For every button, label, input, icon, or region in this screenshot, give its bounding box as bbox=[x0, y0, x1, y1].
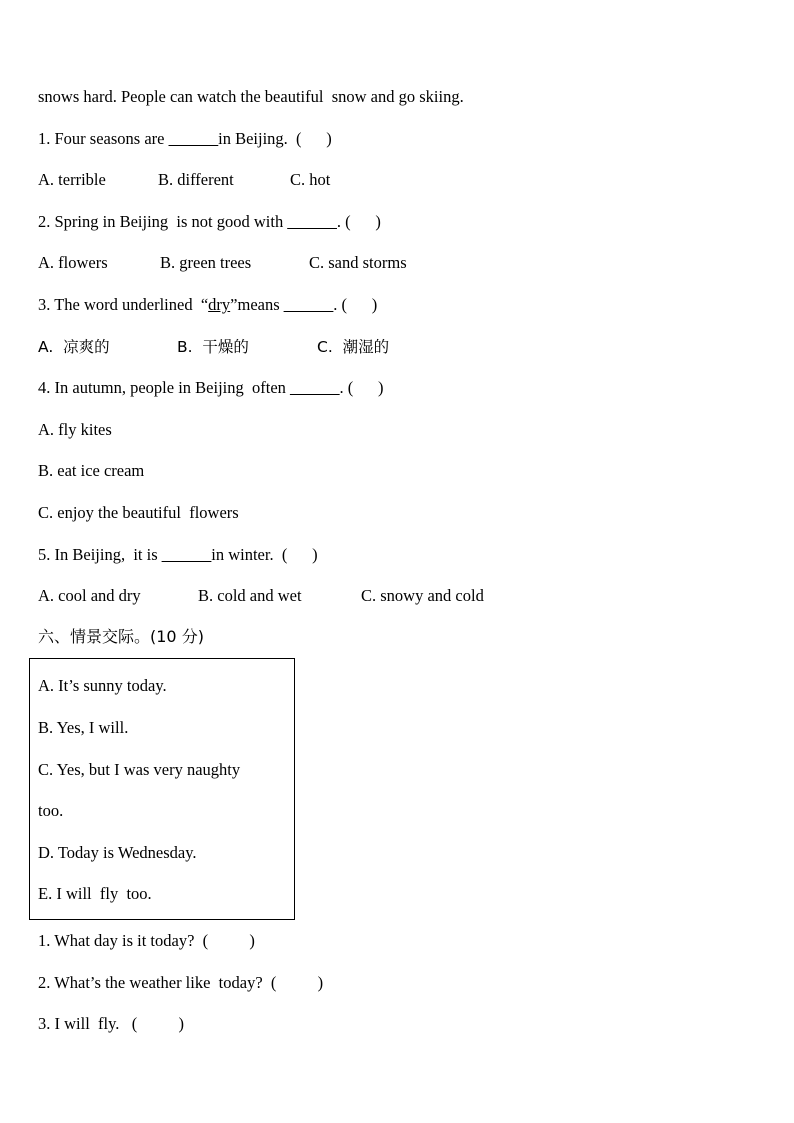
question-stem: 2. Spring in Beijing is not good with bbox=[38, 212, 288, 231]
q5-option-a: A. cool and dry bbox=[38, 586, 141, 605]
q1-option-c: C. hot bbox=[290, 170, 331, 189]
question-stem-end: . ( ) bbox=[333, 295, 378, 314]
q4-option-b: B. eat ice cream bbox=[38, 461, 145, 480]
passage-text: snows hard. People can watch the beautiful snow and go skiing. bbox=[38, 87, 464, 106]
question-stem-end: . ( ) bbox=[339, 378, 384, 397]
question-stem-end: . ( ) bbox=[336, 212, 381, 231]
question-stem-mid: ”means bbox=[230, 295, 284, 314]
dialogue-question-2: 2. What’s the weather like today? ( ) bbox=[38, 973, 324, 992]
options-box bbox=[29, 658, 295, 920]
underlined-word: dry bbox=[208, 295, 231, 314]
question-stem: 5. In Beijing, it is bbox=[38, 545, 162, 564]
dialogue-question-3: 3. I will fly. ( ) bbox=[38, 1014, 185, 1033]
q2-option-a: A. flowers bbox=[38, 253, 108, 272]
question-3 bbox=[38, 294, 377, 316]
q3-option-b: B. 干燥的 bbox=[177, 338, 249, 356]
question-stem: 4. In autumn, people in Beijing often bbox=[38, 378, 291, 397]
box-option-c: C. Yes, but I was very naughty bbox=[38, 760, 241, 779]
q4-option-c: C. enjoy the beautiful flowers bbox=[38, 503, 239, 522]
question-stem: 1. Four seasons are bbox=[38, 129, 169, 148]
question-2 bbox=[38, 211, 381, 233]
q5-option-b: B. cold and wet bbox=[198, 586, 302, 605]
question-5 bbox=[38, 544, 318, 566]
box-option-b: B. Yes, I will. bbox=[38, 718, 129, 737]
q1-option-a: A. terrible bbox=[38, 170, 106, 189]
box-option-d: D. Today is Wednesday. bbox=[38, 843, 197, 862]
question-1 bbox=[38, 128, 332, 150]
answer-blank: ______ bbox=[161, 545, 212, 564]
section-heading: 六、情景交际。(10 分) bbox=[38, 627, 204, 646]
box-option-a: A. It’s sunny today. bbox=[38, 676, 167, 695]
q3-option-a: A. 凉爽的 bbox=[38, 338, 110, 356]
question-stem-end: in Beijing. ( ) bbox=[218, 129, 332, 148]
q2-option-c: C. sand storms bbox=[309, 253, 407, 272]
q1-option-b: B. different bbox=[158, 170, 234, 189]
question-stem: 3. The word underlined “ bbox=[38, 295, 209, 314]
q2-option-b: B. green trees bbox=[160, 253, 252, 272]
question-4 bbox=[38, 377, 384, 399]
q4-option-a: A. fly kites bbox=[38, 420, 112, 439]
question-stem-end: in winter. ( ) bbox=[211, 545, 318, 564]
answer-blank: ______ bbox=[168, 129, 219, 148]
answer-blank: ______ bbox=[283, 295, 334, 314]
answer-blank: ______ bbox=[287, 212, 337, 231]
answer-blank: ______ bbox=[290, 378, 340, 397]
box-option-c-cont: too. bbox=[38, 801, 64, 820]
box-option-e: E. I will fly too. bbox=[38, 884, 152, 903]
q5-option-c: C. snowy and cold bbox=[361, 586, 484, 605]
q3-option-c: C. 潮湿的 bbox=[317, 338, 390, 356]
dialogue-question-1: 1. What day is it today? ( ) bbox=[38, 931, 255, 950]
